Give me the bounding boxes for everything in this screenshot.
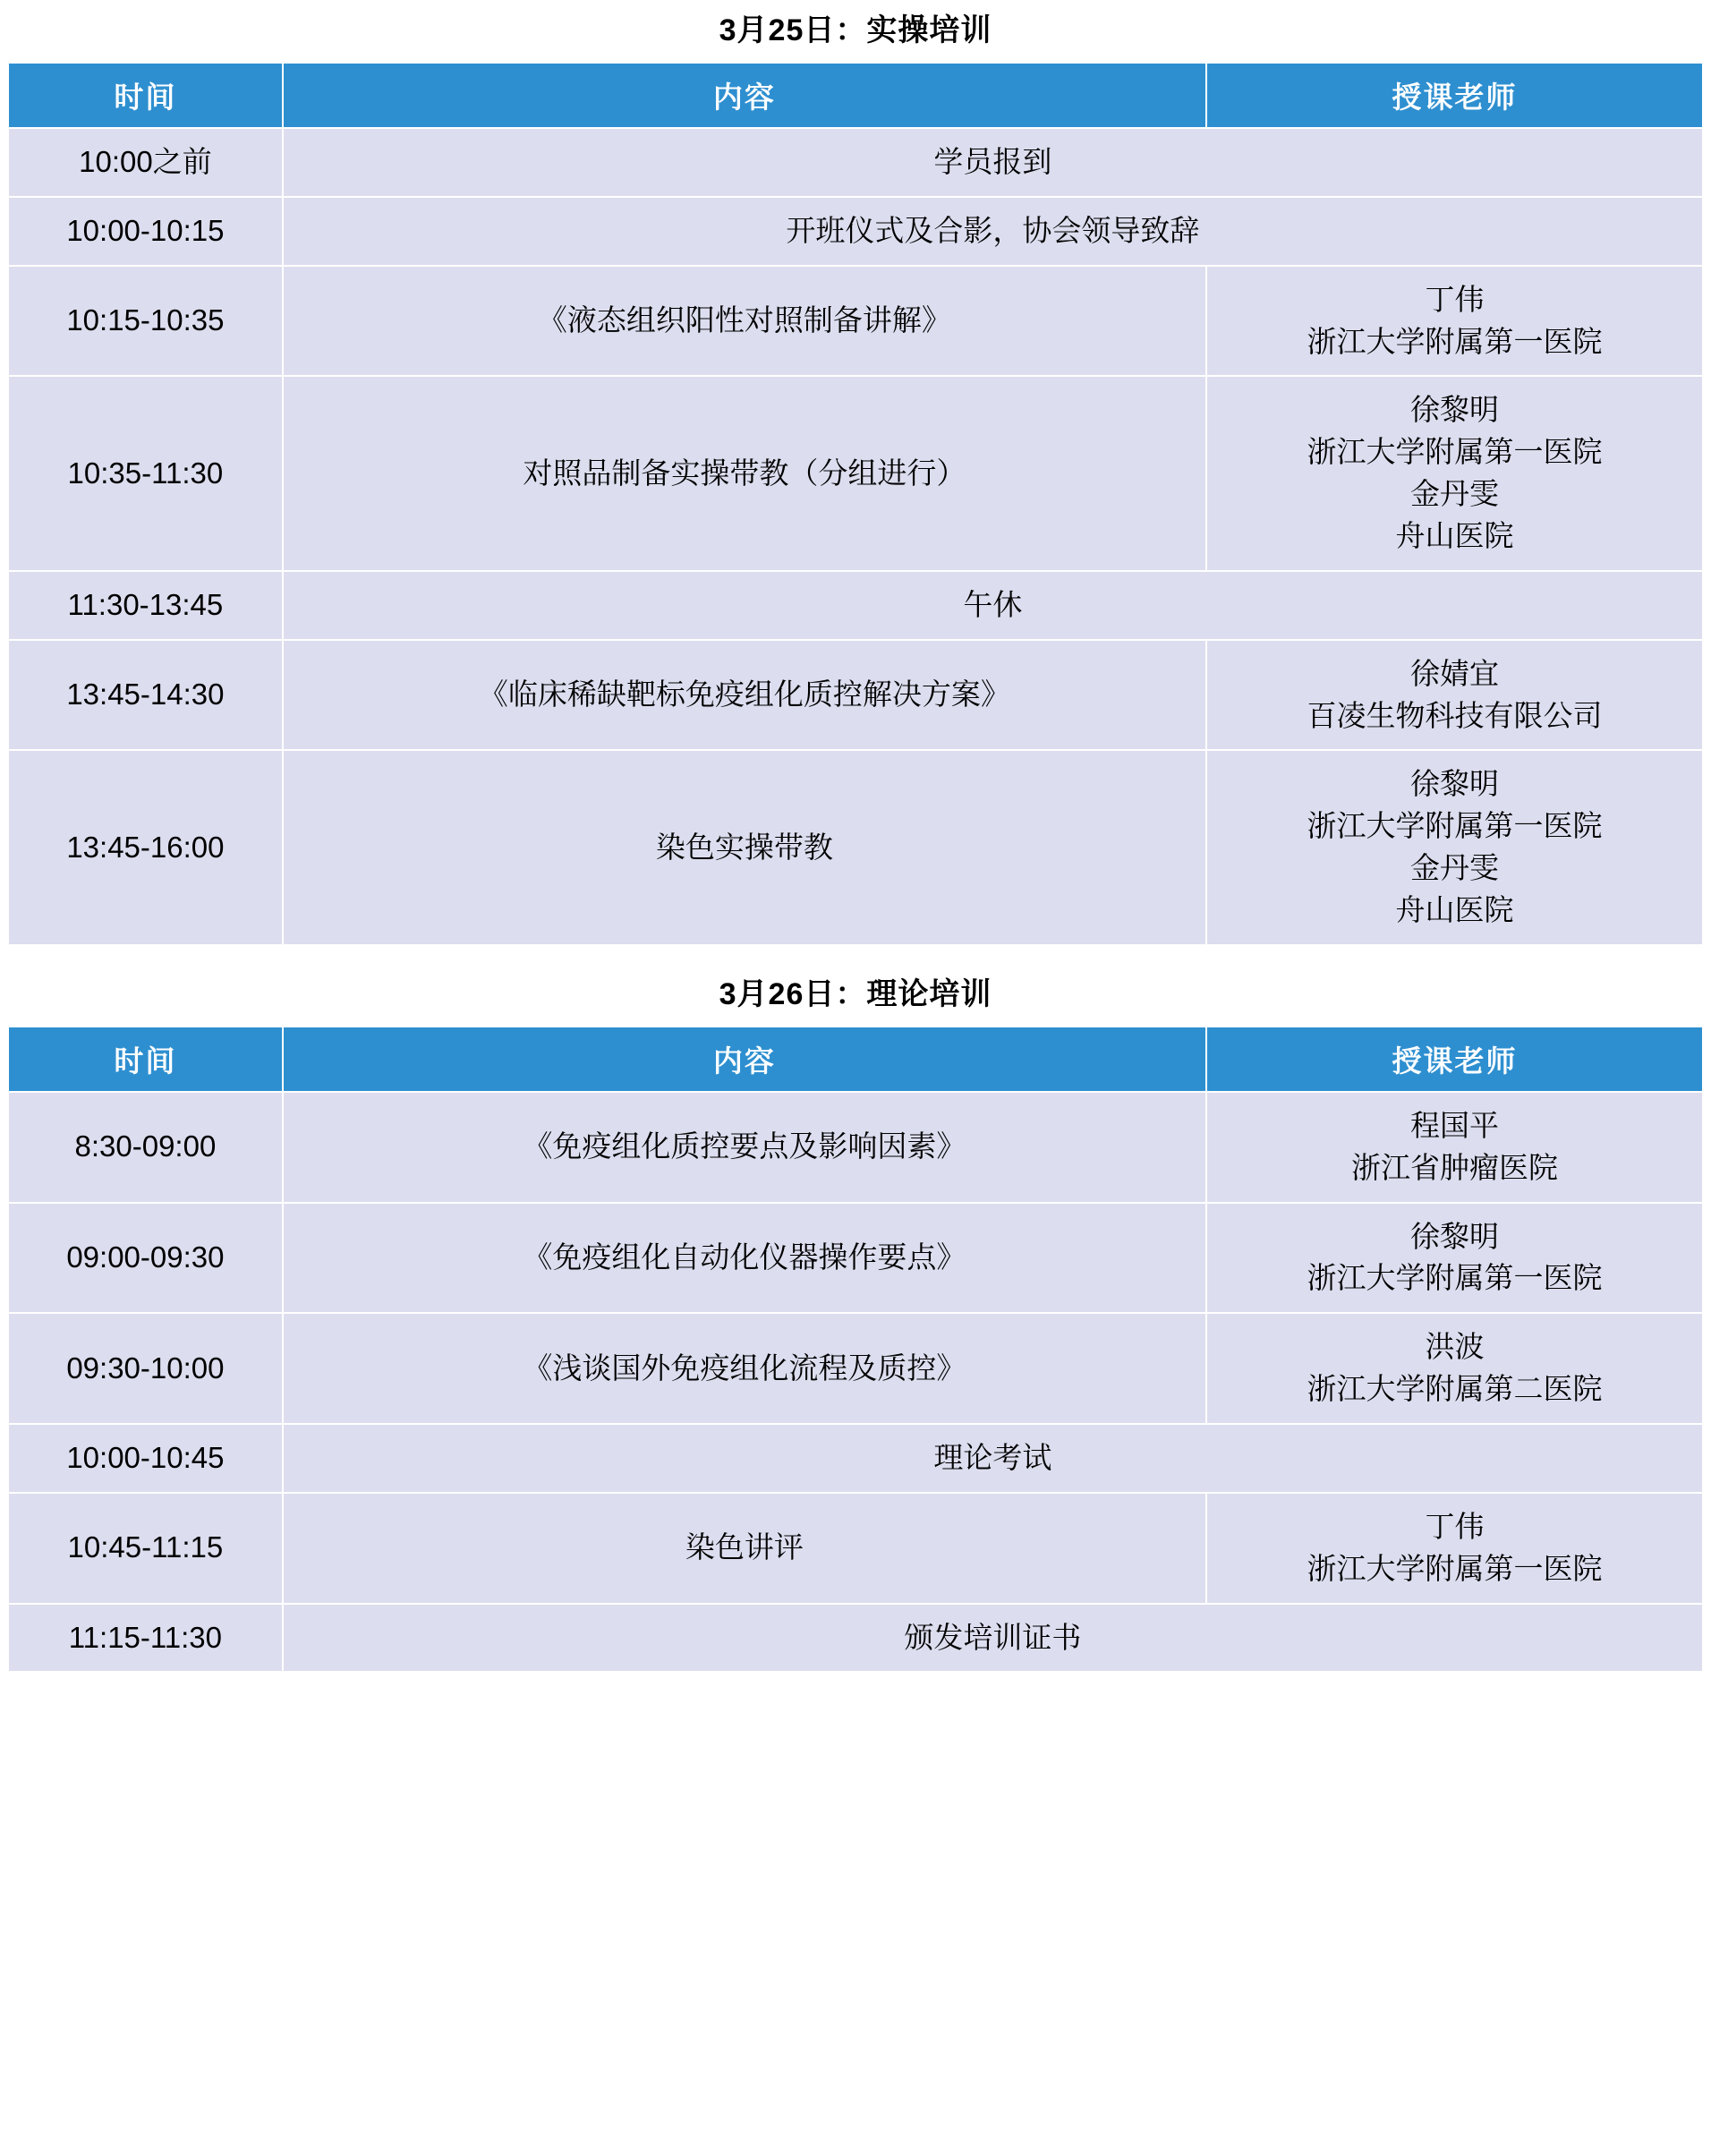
content-cell: 《临床稀缺靶标免疫组化质控解决方案》 xyxy=(283,640,1206,751)
teacher-line: 金丹雯 xyxy=(1410,851,1500,885)
teacher-line: 程国平 xyxy=(1410,1108,1500,1142)
time-cell: 10:00-10:15 xyxy=(8,197,283,266)
time-cell: 10:15-10:35 xyxy=(8,266,283,377)
column-header: 授课老师 xyxy=(1206,1027,1703,1092)
table-row xyxy=(8,1313,1703,1424)
sections-container xyxy=(7,0,1704,1673)
table-row xyxy=(8,1424,1703,1493)
time-cell: 09:30-10:00 xyxy=(8,1313,283,1424)
time-cell: 11:30-13:45 xyxy=(8,571,283,640)
table-row xyxy=(8,1604,1703,1673)
time-cell: 10:00之前 xyxy=(8,128,283,197)
time-cell: 10:00-10:45 xyxy=(8,1424,283,1493)
column-header: 内容 xyxy=(283,1027,1206,1092)
table-row xyxy=(8,1092,1703,1203)
content-cell: 学员报到 xyxy=(283,128,1703,197)
teacher-line: 浙江大学附属第一医院 xyxy=(1307,324,1603,358)
teacher-line: 浙江大学附属第一医院 xyxy=(1307,1261,1603,1295)
teacher-line: 金丹雯 xyxy=(1410,477,1500,511)
column-header: 内容 xyxy=(283,63,1206,128)
time-cell: 09:00-09:30 xyxy=(8,1203,283,1314)
table-row xyxy=(8,376,1703,570)
time-cell: 13:45-16:00 xyxy=(8,750,283,944)
content-cell: 对照品制备实操带教（分组进行） xyxy=(283,376,1206,570)
teacher-line: 丁伟 xyxy=(1425,1509,1485,1543)
table-row xyxy=(8,640,1703,751)
time-cell: 10:45-11:15 xyxy=(8,1493,283,1604)
content-cell: 《免疫组化质控要点及影响因素》 xyxy=(283,1092,1206,1203)
teacher-line: 浙江大学附属第一医院 xyxy=(1307,809,1603,843)
table-header-row xyxy=(8,1027,1703,1092)
teacher-cell xyxy=(1206,750,1703,944)
time-cell: 8:30-09:00 xyxy=(8,1092,283,1203)
content-cell: 理论考试 xyxy=(283,1424,1703,1493)
teacher-cell xyxy=(1206,1313,1703,1424)
column-header: 时间 xyxy=(8,1027,283,1092)
teacher-cell xyxy=(1206,640,1703,751)
schedule-table xyxy=(7,62,1704,946)
content-cell: 染色实操带教 xyxy=(283,750,1206,944)
teacher-line: 浙江大学附属第一医院 xyxy=(1307,435,1603,469)
time-cell: 13:45-14:30 xyxy=(8,640,283,751)
content-cell: 颁发培训证书 xyxy=(283,1604,1703,1673)
column-header: 授课老师 xyxy=(1206,63,1703,128)
teacher-cell xyxy=(1206,1092,1703,1203)
content-cell: 《液态组织阳性对照制备讲解》 xyxy=(283,266,1206,377)
teacher-line: 浙江省肿瘤医院 xyxy=(1351,1150,1559,1184)
teacher-line: 浙江大学附属第二医院 xyxy=(1307,1372,1603,1406)
table-row xyxy=(8,1493,1703,1604)
teacher-cell xyxy=(1206,266,1703,377)
teacher-line: 丁伟 xyxy=(1425,282,1485,316)
teacher-line: 徐黎明 xyxy=(1410,1219,1500,1253)
table-row xyxy=(8,266,1703,377)
content-cell: 午休 xyxy=(283,571,1703,640)
teacher-cell xyxy=(1206,1203,1703,1314)
table-row xyxy=(8,571,1703,640)
table-row xyxy=(8,1203,1703,1314)
schedule-table xyxy=(7,1026,1704,1674)
teacher-cell xyxy=(1206,376,1703,570)
teacher-cell xyxy=(1206,1493,1703,1604)
content-cell: 《免疫组化自动化仪器操作要点》 xyxy=(283,1203,1206,1314)
content-cell: 《浅谈国外免疫组化流程及质控》 xyxy=(283,1313,1206,1424)
content-cell: 开班仪式及合影，协会领导致辞 xyxy=(283,197,1703,266)
table-row xyxy=(8,128,1703,197)
teacher-line: 徐黎明 xyxy=(1410,767,1500,801)
time-cell: 10:35-11:30 xyxy=(8,376,283,570)
teacher-line: 舟山医院 xyxy=(1395,893,1514,927)
teacher-line: 舟山医院 xyxy=(1395,519,1514,553)
teacher-line: 徐黎明 xyxy=(1410,393,1500,427)
table-row xyxy=(8,197,1703,266)
table-row xyxy=(8,750,1703,944)
section-title: 3月26日：理论培训 xyxy=(719,976,992,1011)
time-cell: 11:15-11:30 xyxy=(8,1604,283,1673)
teacher-line: 百凌生物科技有限公司 xyxy=(1307,698,1603,732)
teacher-line: 洪波 xyxy=(1425,1330,1485,1364)
section-title: 3月25日：实操培训 xyxy=(719,13,992,47)
column-header: 时间 xyxy=(8,63,283,128)
table-header-row xyxy=(8,63,1703,128)
teacher-line: 徐婧宜 xyxy=(1410,656,1500,690)
content-cell: 染色讲评 xyxy=(283,1493,1206,1604)
teacher-line: 浙江大学附属第一医院 xyxy=(1307,1551,1603,1585)
